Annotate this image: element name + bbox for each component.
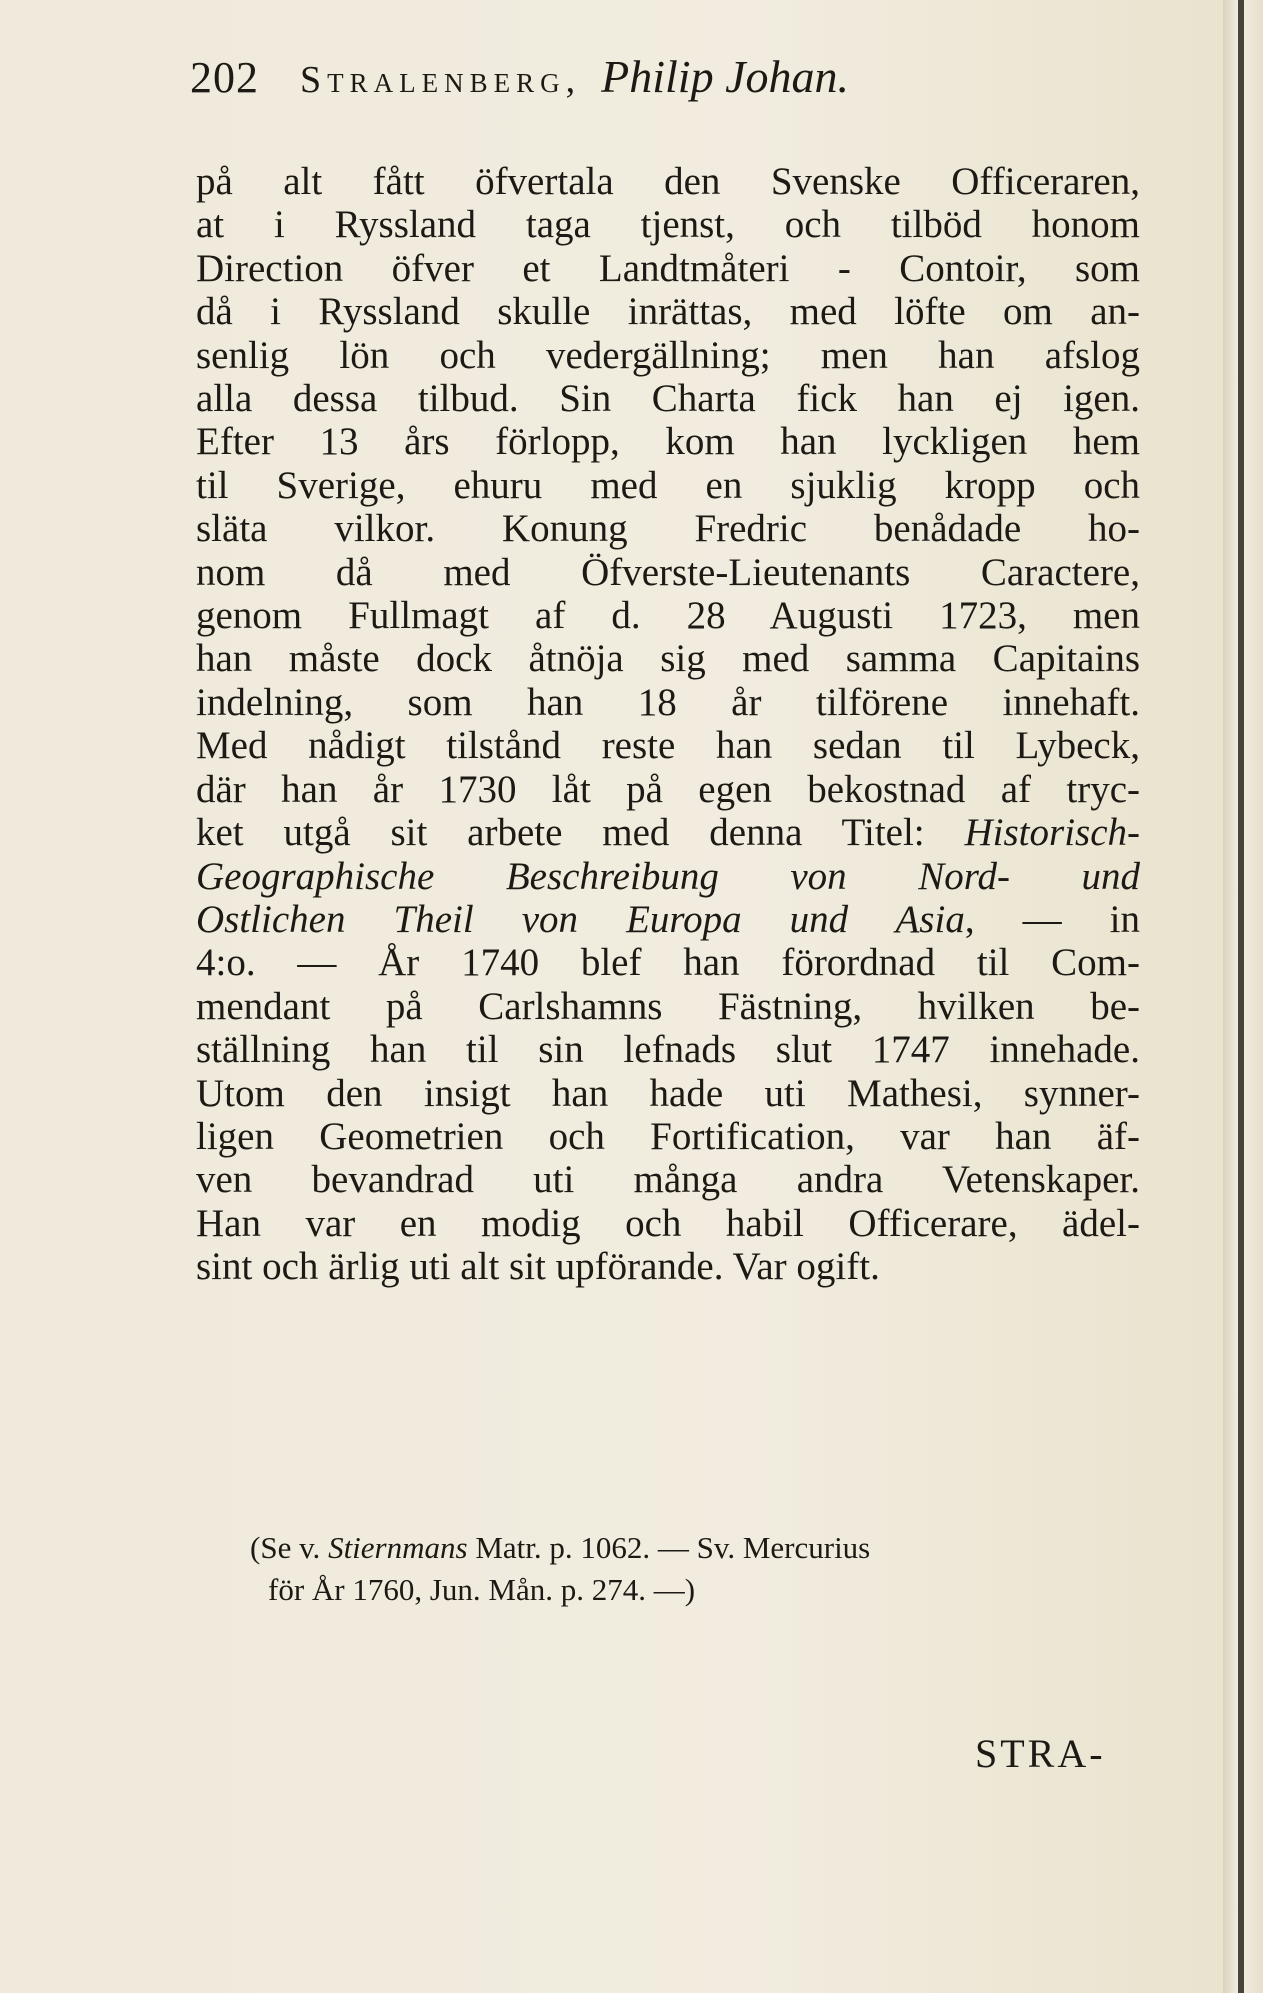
line-text: senlig lön och vedergällning; men han afslog [196, 333, 1140, 377]
line-text: ven bevandrad uti många andra Vetenskaper. [196, 1158, 1140, 1202]
page-header [190, 50, 1110, 120]
line-text: nom då med Öfverste-Lieutenants Caractere, [196, 550, 1140, 594]
text-line [196, 247, 1140, 290]
line-text: 4:o. — År 1740 blef han förordnad til Com- [196, 941, 1140, 985]
line-text: Utom den insigt han hade uti Mathesi, synner- [196, 1071, 1140, 1115]
line-text: at i Ryssland taga tjenst, och tilböd honom [196, 203, 1140, 247]
line-text: alla dessa tilbud. Sin Charta fick han ej igen. [196, 377, 1140, 421]
text-line [196, 334, 1140, 377]
note-post: Matr. p. 1062. — Sv. Mercurius [467, 1530, 871, 1565]
text-line [196, 768, 1140, 811]
note-pre: för År 1760, Jun. Mån. p. 274. —) [268, 1572, 696, 1607]
text-line [196, 1245, 1140, 1288]
title-italic: Historisch- [964, 811, 1140, 855]
text-line [196, 637, 1140, 680]
line-text: Direction öfver et Landtmåteri - Contoir, som [196, 246, 1140, 290]
text-line [196, 1158, 1140, 1201]
text-line [196, 724, 1140, 767]
reference-note [250, 1527, 1140, 1611]
line-text: han måste dock åtnöja sig med samma Capitains [196, 637, 1140, 681]
text-line [196, 985, 1140, 1028]
line-text: mendant på Carlshamns Fästning, hvilken be- [196, 984, 1140, 1028]
line-text: då i Ryssland skulle inrättas, med löfte om an- [196, 290, 1140, 334]
line-text: där han år 1730 låt på egen bekostnad af tryc- [196, 767, 1140, 811]
note-italic: Stiernmans [328, 1530, 468, 1565]
text-line [196, 377, 1140, 420]
text-line [196, 898, 1140, 941]
line-text: , — in [964, 897, 1140, 941]
page-number: 202 [190, 53, 259, 102]
line-text: på alt fått öfvertala den Svenske Officeraren, [196, 160, 1140, 203]
text-line [196, 681, 1140, 724]
note-pre: (Se v. [250, 1530, 329, 1565]
text-line [196, 1115, 1140, 1158]
title-italic: Ostlichen Theil von Europa und Asia [196, 897, 965, 941]
line-text: indelning, som han 18 år tilförene innehaft. [196, 680, 1140, 724]
text-line [196, 1202, 1140, 1245]
line-text: ligen Geometrien och Fortification, var han äf- [196, 1114, 1140, 1158]
line-text: ket utgå sit arbete med denna Titel: [196, 811, 965, 855]
line-text: Med nådigt tilstånd reste han sedan til Lybeck, [196, 724, 1140, 768]
page-gutter-shadow [1238, 0, 1244, 1993]
text-line [196, 551, 1140, 594]
running-name: Philip Johan. [601, 51, 849, 102]
line-text: Han var en modig och habil Officerare, ädel- [196, 1201, 1140, 1245]
text-line [196, 160, 1140, 203]
text-line [196, 855, 1140, 898]
body-text [196, 160, 1140, 1289]
text-line [196, 507, 1140, 550]
text-line [196, 811, 1140, 854]
line-text: släta vilkor. Konung Fredric benådade ho- [196, 507, 1140, 551]
line-text: Efter 13 års förlopp, kom han lyckligen hem [196, 420, 1140, 464]
text-line [196, 290, 1140, 333]
catchword: STRA- [975, 1731, 1106, 1776]
title-italic: Geographische Beschreibung von Nord- und [196, 854, 1140, 898]
running-title: Stralenberg, [300, 59, 582, 101]
note-line [250, 1569, 1140, 1611]
line-text: ställning han til sin lefnads slut 1747 innehade. [196, 1028, 1140, 1072]
line-text: til Sverige, ehuru med en sjuklig kropp och [196, 463, 1140, 507]
text-line [196, 1028, 1140, 1071]
text-line [196, 203, 1140, 246]
line-text: genom Fullmagt af d. 28 Augusti 1723, men [196, 594, 1140, 638]
note-line [250, 1527, 1140, 1569]
text-line [196, 1072, 1140, 1115]
text-line [196, 941, 1140, 984]
text-line [196, 420, 1140, 463]
text-line [196, 594, 1140, 637]
line-text: sint och ärlig uti alt sit upförande. Var ogift. [196, 1245, 880, 1289]
text-line [196, 464, 1140, 507]
